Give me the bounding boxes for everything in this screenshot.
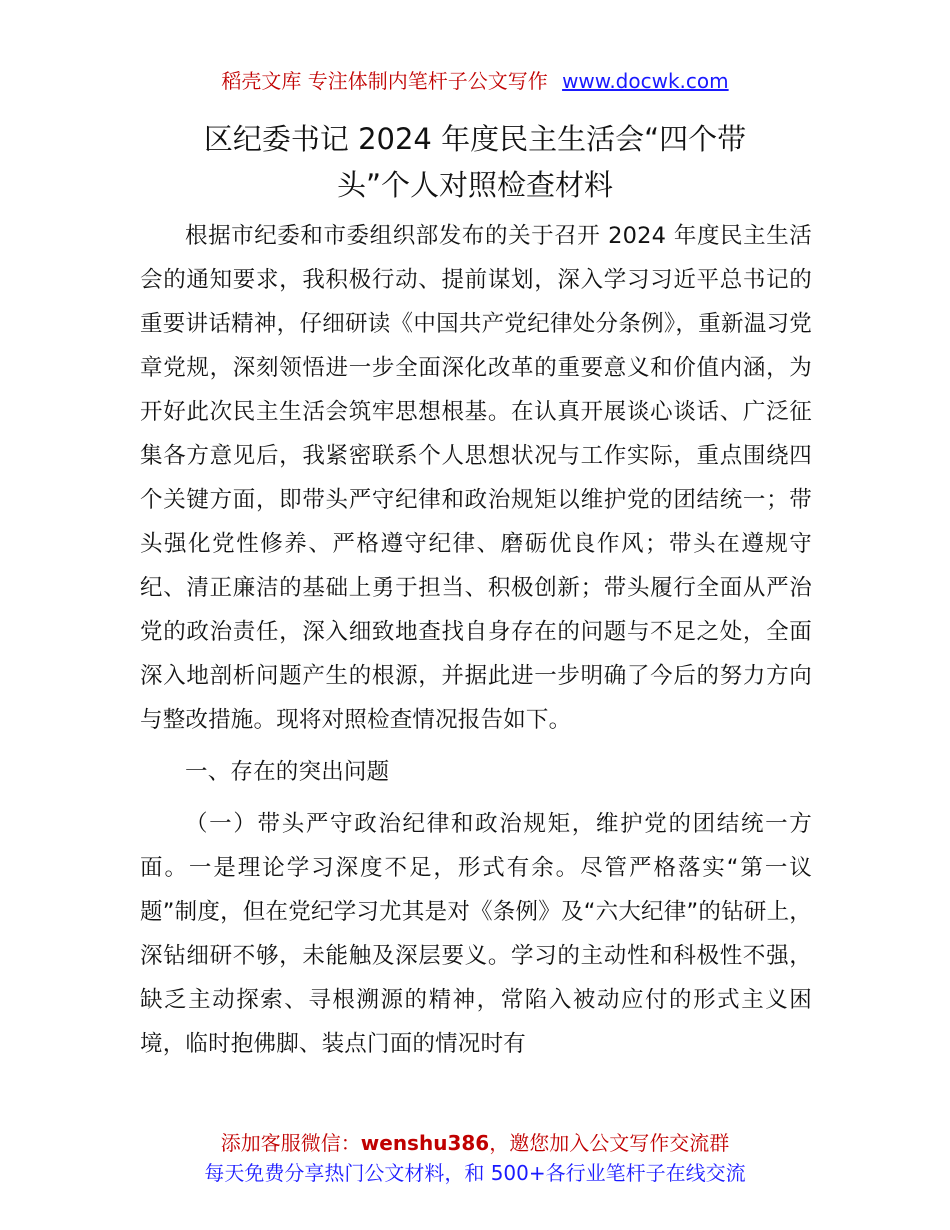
section-heading: 一、存在的突出问题 xyxy=(185,759,390,785)
wechat-id: wenshu386 xyxy=(360,1131,490,1155)
title-line-1: 区纪委书记 2024 年度民主生活会“四个带 xyxy=(203,122,747,156)
document-body xyxy=(140,214,812,1066)
brand-text: 稻壳文库 专注体制内笔杆子公文写作 xyxy=(221,69,548,93)
intro-paragraph: 根据市纪委和市委组织部发布的关于召开 2024 年度民主生活会的通知要求，我积极行动、提前谋划，深入学习习近平总书记的重要讲话精神，仔细研读《中国共产党纪律处分条例》，重新温习党章党规，深刻领悟进一步全面深化改革的重要意义和价值内涵，为开好此次民主生活会筑牢思想根基。在认真开展谈心谈话、广泛征集各方意见后，我紧密联系个人思想状况与工作实际，重点围绕四个关键方面，即带头严守纪律和政治规矩以维护党的团结统一；带头强化党性修养、严格遵守纪律、磨砺优良作风；带头在遵规守纪、清正廉洁的基础上勇于担当、积极创新；带头履行全面从严治党的政治责任，深入细致地查找自身存在的问题与不足之处，全面深入地剖析问题产生的根源，并据此进一步明确了今后的努力方向与整改措施。现将对照检查情况报告如下。 xyxy=(140,223,812,733)
footer-suffix: ，邀您加入公文写作交流群 xyxy=(489,1131,730,1155)
website-link[interactable]: www.docwk.com xyxy=(562,69,729,93)
page-footer xyxy=(0,1128,950,1188)
document-title xyxy=(140,116,810,208)
body-paragraph: （一）带头严守政治纪律和政治规矩，维护党的团结统一方面。一是理论学习深度不足，形式有余。尽管严格落实“第一议题”制度，但在党纪学习尤其是对《条例》及“六大纪律”的钻研上，深钻细研不够，未能触及深层要义。学习的主动性和科极性不强，缺乏主动探索、寻根溯源的精神，常陷入被动应付的形式主义困境，临时抱佛脚、装点门面的情况时有 xyxy=(140,811,812,1057)
page-header xyxy=(0,66,950,96)
title-line-2: 头”个人对照检查材料 xyxy=(336,168,614,202)
footer-prefix: 添加客服微信： xyxy=(220,1131,361,1155)
footer-line-2: 每天免费分享热门公文材料，和 500+各行业笔杆子在线交流 xyxy=(204,1161,746,1185)
footer-line-1 xyxy=(0,1128,950,1158)
